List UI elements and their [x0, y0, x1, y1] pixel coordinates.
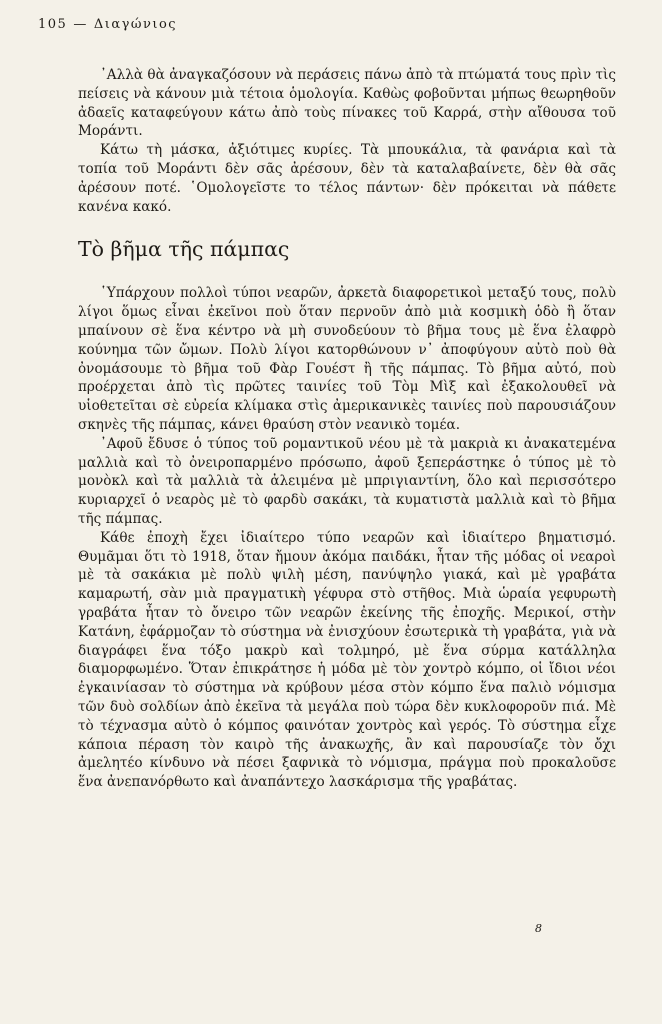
- running-header: [38, 16, 177, 34]
- page-number: 105: [38, 17, 68, 32]
- paragraph: ῾Υπάρχουν πολλοὶ τύποι νεαρῶν, ἀρκετὰ διαφορετικοὶ μεταξύ τους, πολὺ λίγοι ὅμως εἶναι ἐκεῖνοι ποὺ ὅταν περνοῦν ἀπὸ μιὰ κοσμικὴ ὁδὸ ἢ ὅταν μπαίνουν σὲ ἕνα κέντρο νὰ μὴ συνοδεύουν τὸ βῆμα τους μὲ ἕνα ἐλαφρὸ κούνημα τῶν ὤμων. Πολὺ λίγοι κατορθώνουν ν᾽ ἀποφύγουν αὐτὸ ποὺ θὰ ὀνομάσουμε τὸ βῆμα τοῦ Φὰρ Γουέστ ἢ τῆς πάμπας. Τὸ βῆμα αὐτό, ποὺ προέρχεται ἀπὸ τὶς πρῶτες ταινίες τοῦ Τὸμ Μὶξ καὶ ἐξακολουθεῖ νὰ υἱοθετεῖται σὲ εὐρεία κλίμακα στὶς ἀμερικανικὲς ταινίες ποὺ παρουσιάζουν σκηνὲς τῆς πάμπας, κάνει θραύση στὸν νεανικὸ τομέα.: [78, 285, 616, 433]
- running-title: Διαγώνιος: [93, 17, 178, 32]
- body-text: [78, 66, 616, 792]
- paragraph: ᾽Αφοῦ ἔδυσε ὁ τύπος τοῦ ρομαντικοῦ νέου μὲ τὰ μακριὰ κι ἀνακατεμένα μαλλιὰ καὶ τὸ ὀνειροπαρμένο πρόσωπο, ἀφοῦ ξεπεράστηκε ὁ τύπος μὲ τὸ μονὸκλ καὶ τὰ μαλλιὰ τὰ ἀλειμένα μὲ μπριγιαντίνη, ὅλο καὶ περισσότερο κυριαρχεῖ ὁ νεαρὸς μὲ τὸ φαρδὺ σακάκι, τὰ κυματιστὰ μαλλιὰ καὶ τὸ βῆμα τῆς πάμπας.: [78, 435, 616, 527]
- paragraph: ᾽Αλλὰ θὰ ἀναγκαζόσουν νὰ περάσεις πάνω ἀπὸ τὰ πτώματά τους πρὶν τὶς πείσεις νὰ κάνουν μιὰ τέτοια ὁμολογία. Καθὼς φοβοῦνται μήπως θεωρηθοῦν ἀδαεῖς καταφεύγουν κάτω ἀπὸ τοὺς πίνακες τοῦ Καρρά, στὴν αἴθουσα τοῦ Μοράντι.: [78, 67, 616, 140]
- signature-mark: 8: [535, 922, 542, 935]
- header-separator: —: [73, 17, 88, 32]
- paragraph: Κάθε ἐποχὴ ἔχει ἰδιαίτερο τύπο νεαρῶν καὶ ἰδιαίτερο βηματισμό. Θυμᾶμαι ὅτι τὸ 1918, ὅταν ἤμουν ἀκόμα παιδάκι, ἦταν τῆς μόδας οἱ νεαροὶ μὲ τὰ σακάκια μὲ πολὺ ψιλὴ μέση, πανύψηλο γιακά, καὶ μὲ γραβάτα καμαρωτή, σὰν μιὰ πραγματικὴ γέφυρα στὸ στῆθος. Μιὰ ὡραία γεφυρωτὴ γραβάτα ἦταν τὸ ὄνειρο τῶν νεαρῶν ἐκείνης τῆς ἐποχῆς. Μερικοί, στὴν Κατάνη, ἐφάρμοζαν τὸ σύστημα νὰ ἐνισχύουν ἐσωτερικὰ τὴ γραβάτα, γιὰ νὰ διαγράφει ἕνα τόξο μακρὺ καὶ τολμηρό, μὲ ἕνα σύρμα κατάλληλα διαμορφωμένο. Ὅταν ἐπικράτησε ἡ μόδα μὲ τὸν χοντρὸ κόμπο, οἱ ἴδιοι νέοι ἐγκαινίασαν τὸ σύστημα νὰ κρύβουν μέσα στὸν κόμπο ἕνα παλιὸ νόμισμα τῶν δυὸ σολδίων ἀπὸ ἐκεῖνα τὰ μεγάλα ποὺ τώρα δὲν κυκλοφοροῦν πιά. Μὲ τὸ τέχνασμα αὐτὸ ὁ κόμπος φαινόταν χοντρὸς καὶ γερός. Τὸ σύστημα εἶχε κάποια πέραση τὸν καιρὸ τῆς ἀνακωχῆς, ἂν καὶ παρουσίαζε τὸν ὄχι ἀμελητέο κίνδυνο νὰ πέσει ξαφνικὰ τὸ νόμισμα, πράγμα ποὺ προκαλοῦσε ἕνα ἀνεπανόρθωτο καὶ ἀναπάντεχο λασκάρισμα τῆς γραβάτας.: [78, 529, 616, 791]
- section-title: Τὸ βῆμα τῆς πάμπας: [78, 237, 290, 262]
- paragraph: Κάτω τὴ μάσκα, ἀξιότιμες κυρίες. Τὰ μπουκάλια, τὰ φανάρια καὶ τὰ τοπία τοῦ Μοράντι δὲν σᾶς ἀρέσουν, δὲν τὰ καταλαβαίνετε, δὲν θὰ σᾶς ἀρέσουν ποτέ. ῾Ομολογεῖστε το τέλος πάντων· δὲν πρόκειται νὰ πάθετε κανένα κακό.: [78, 142, 616, 215]
